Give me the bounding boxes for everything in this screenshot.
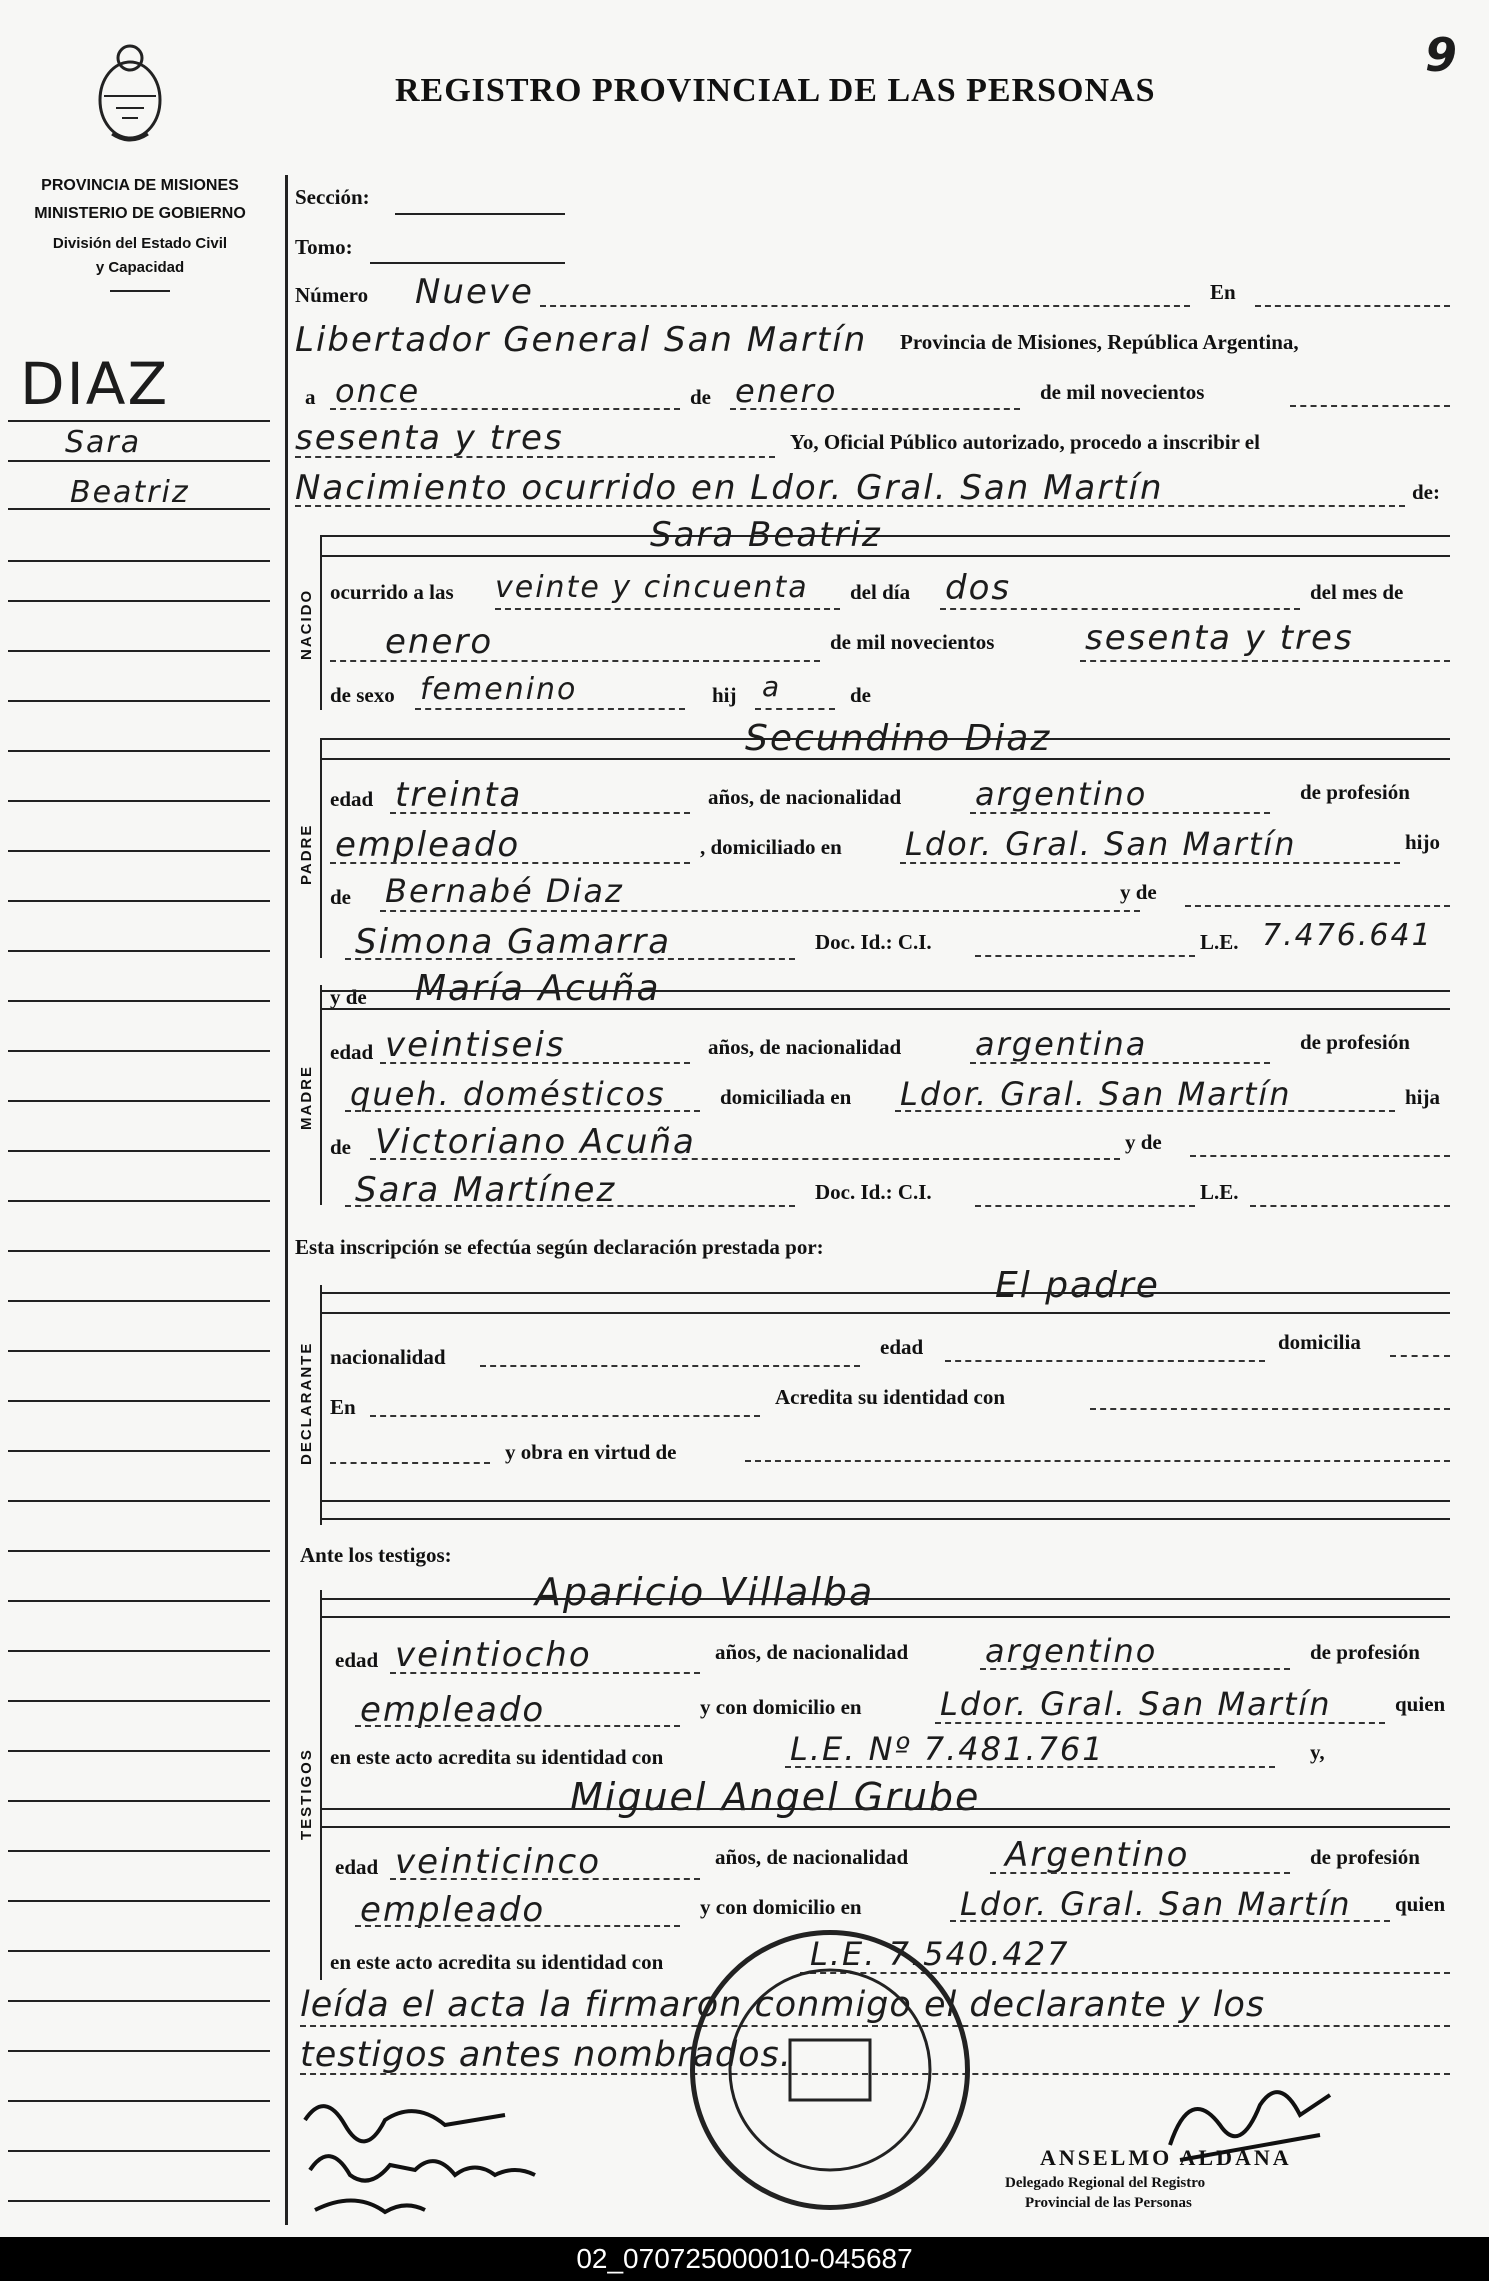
hijo-label: hijo <box>1405 830 1441 854</box>
testigos-side-label: TESTIGOS <box>298 1748 315 1840</box>
testigo2-profesion: empleado <box>360 1890 546 1930</box>
testigo1-profesion: empleado <box>360 1690 546 1730</box>
padre-le-label: L.E. <box>1200 930 1239 954</box>
footer-code: 02_070725000010-045687 <box>0 2237 1489 2281</box>
testigo1-nombre: Aparicio Villalba <box>535 1570 875 1614</box>
en-label: En <box>1210 280 1236 304</box>
hija-label: hija <box>1405 1085 1441 1109</box>
domicilia-label: domicilia <box>1278 1330 1361 1354</box>
t1-anos-label: años, de nacionalidad <box>715 1640 909 1664</box>
padre-doc-label: Doc. Id.: C.I. <box>815 930 932 954</box>
testigo1-edad: veintiocho <box>395 1635 592 1675</box>
numero-value: Nueve <box>415 272 534 312</box>
madre-y-de-label-2: y de <box>1125 1130 1162 1154</box>
official-seal <box>690 1930 970 2210</box>
padre-domicilio: Ldor. Gral. San Martín <box>905 825 1297 863</box>
de-mil-2-label: de mil novecientos <box>830 630 995 654</box>
madre-profesion: queh. domésticos <box>350 1075 666 1113</box>
anio-value: sesenta y tres <box>295 418 564 458</box>
declarante-edad-label: edad <box>880 1335 924 1359</box>
witness-signatures <box>295 2080 715 2225</box>
declarante-side-label: DECLARANTE <box>298 1341 315 1465</box>
hij-label: hij <box>712 683 737 707</box>
office-line-2: MINISTERIO DE GOBIERNO <box>34 205 246 222</box>
t1-domicilio-label: y con domicilio en <box>700 1695 862 1719</box>
de-mil-label: de mil novecientos <box>1040 380 1205 404</box>
de-colon-label: de: <box>1412 480 1440 504</box>
nacido-dia: dos <box>945 568 1012 608</box>
nacido-sexo: femenino <box>420 672 578 707</box>
padre-side-label: PADRE <box>298 823 315 885</box>
padre-y-de-label: y de <box>1120 880 1157 904</box>
testigo1-documento: L.E. Nº 7.481.761 <box>790 1730 1105 1768</box>
office-line-1: PROVINCIA DE MISIONES <box>41 177 239 194</box>
signatory-name: ANSELMO ALDANA <box>1040 2145 1292 2170</box>
sexo-label: de sexo <box>330 683 395 707</box>
t2-edad-label: edad <box>335 1855 379 1879</box>
t2-anos-label: años, de nacionalidad <box>715 1845 909 1869</box>
domiciliada-label: domiciliada en <box>720 1085 852 1109</box>
testigo1-domicilio: Ldor. Gral. San Martín <box>940 1685 1332 1723</box>
provincial-emblem <box>82 38 178 148</box>
provincia-label: Provincia de Misiones, República Argentina, <box>900 330 1299 354</box>
padre-edad-label: edad <box>330 787 374 811</box>
nacido-side-label: NACIDO <box>298 588 315 660</box>
document-title: REGISTRO PROVINCIAL DE LAS PERSONAS <box>395 72 1156 109</box>
madre-domicilio: Ldor. Gral. San Martín <box>900 1075 1292 1113</box>
del-dia-label: del día <box>850 580 911 604</box>
declarante-value: El padre <box>995 1265 1160 1306</box>
del-mes-label: del mes de <box>1310 580 1404 604</box>
padre-anos-label: años, de nacionalidad <box>708 785 902 809</box>
a-label: a <box>305 385 316 409</box>
padre-nombre: Secundino Diaz <box>745 718 1052 759</box>
madre-y-de-label: y de <box>330 985 367 1009</box>
madre-madre: Sara Martínez <box>355 1170 617 1210</box>
madre-anos-label: años, de nacionalidad <box>708 1035 902 1059</box>
t2-acredita-label: en este acto acredita su identidad con <box>330 1950 664 1974</box>
t1-profesion-label: de profesión <box>1310 1640 1420 1664</box>
margin-name-1: Sara <box>65 425 142 460</box>
declarante-en-label: En <box>330 1395 356 1419</box>
padre-madre: Simona Gamarra <box>355 922 672 962</box>
margin-surname: DIAZ <box>20 350 170 418</box>
tomo-label: Tomo: <box>295 235 353 259</box>
madre-padre: Victoriano Acuña <box>375 1122 696 1162</box>
t1-acredita-label: en este acto acredita su identidad con <box>330 1745 664 1769</box>
nacido-mes: enero <box>385 622 494 662</box>
madre-de-label: de <box>330 1135 351 1159</box>
padre-profesion-label: de profesión <box>1300 780 1410 804</box>
de-hij-label: de <box>850 683 871 707</box>
cierre-linea-1: leída el acta la firmaron conmigo el declarante y los <box>300 1985 1266 2025</box>
inscripcion-label: Esta inscripción se efectúa según declaración prestada por: <box>295 1235 824 1259</box>
padre-padre: Bernabé Diaz <box>385 872 624 910</box>
domiciliado-label: , domiciliado en <box>700 835 842 859</box>
mes-value: enero <box>735 372 838 410</box>
testigo1-nacionalidad: argentino <box>985 1632 1158 1670</box>
margin-name-2: Beatriz <box>70 475 190 510</box>
madre-nombre: María Acuña <box>415 968 661 1009</box>
office-line-4: y Capacidad <box>95 259 185 276</box>
madre-le-label: L.E. <box>1200 1180 1239 1204</box>
madre-profesion-label: de profesión <box>1300 1030 1410 1054</box>
testigo2-domicilio: Ldor. Gral. San Martín <box>960 1885 1352 1923</box>
testigo2-nacionalidad: Argentino <box>1005 1835 1190 1875</box>
signatory-line-2: Provincial de las Personas <box>1025 2195 1192 2211</box>
t1-quien-label: quien <box>1395 1692 1446 1716</box>
testigos-label: Ante los testigos: <box>300 1543 452 1567</box>
lugar-value: Libertador General San Martín <box>295 320 868 360</box>
madre-edad: veintiseis <box>385 1025 566 1065</box>
padre-le: 7.476.641 <box>1262 918 1433 953</box>
seccion-label: Sección: <box>295 185 370 209</box>
testigo2-documento: L.E. 7.540.427 <box>810 1935 1070 1973</box>
padre-de-label: de <box>330 885 351 909</box>
ocurrido-label: ocurrido a las <box>330 580 454 604</box>
nacido-nombre: Sara Beatriz <box>650 515 882 555</box>
hij-suffix: a <box>762 670 782 703</box>
oficial-label: Yo, Oficial Público autorizado, procedo a inscribir el <box>790 430 1260 454</box>
t1-edad-label: edad <box>335 1648 379 1672</box>
signatory-line-1: Delegado Regional del Registro <box>1005 2175 1206 2191</box>
t2-profesion-label: de profesión <box>1310 1845 1420 1869</box>
acredita-label: Acredita su identidad con <box>775 1385 1006 1409</box>
t2-quien-label: quien <box>1395 1892 1446 1916</box>
padre-edad: treinta <box>395 775 523 815</box>
t2-domicilio-label: y con domicilio en <box>700 1895 862 1919</box>
padre-profesion: empleado <box>335 825 521 865</box>
madre-doc-label: Doc. Id.: C.I. <box>815 1180 932 1204</box>
page-number: 9 <box>1425 28 1460 82</box>
madre-nacionalidad: argentina <box>975 1025 1148 1063</box>
madre-side-label: MADRE <box>298 1065 315 1130</box>
office-line-3: División del Estado Civil <box>52 235 228 252</box>
acto-value: Nacimiento ocurrido en Ldor. Gral. San Martín <box>295 468 1164 508</box>
testigo2-edad: veinticinco <box>395 1842 601 1882</box>
cierre-linea-2: testigos antes nombrados. <box>300 2035 792 2075</box>
testigo2-nombre: Miguel Angel Grube <box>570 1775 981 1819</box>
nacionalidad-label: nacionalidad <box>330 1345 446 1369</box>
padre-nacionalidad: argentino <box>975 775 1148 813</box>
dia-value: once <box>335 372 421 410</box>
numero-label: Número <box>295 283 369 307</box>
nacido-anio: sesenta y tres <box>1085 618 1354 658</box>
de-label: de <box>690 385 711 409</box>
t1-y-label: y, <box>1310 1740 1325 1764</box>
obra-label: y obra en virtud de <box>505 1440 677 1464</box>
nacido-hora: veinte y cincuenta <box>495 570 809 605</box>
madre-edad-label: edad <box>330 1040 374 1064</box>
